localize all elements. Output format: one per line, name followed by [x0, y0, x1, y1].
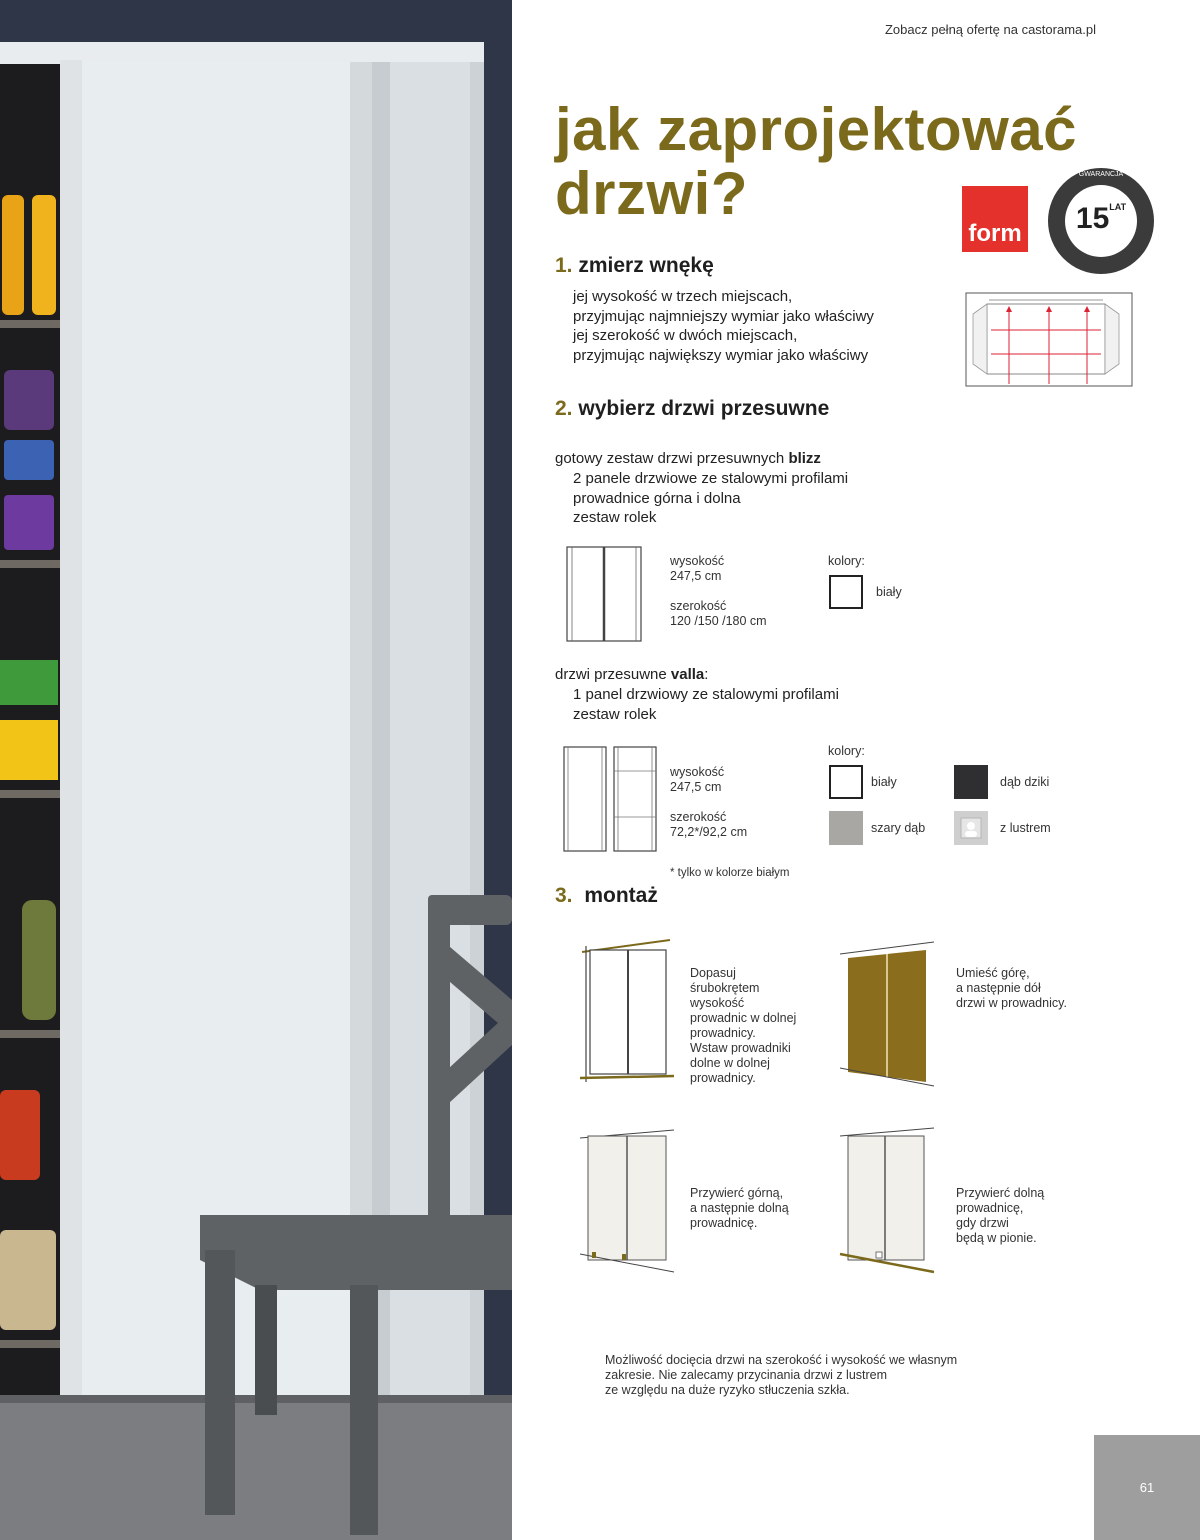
warranty-unit: LAT — [1109, 202, 1127, 212]
section1-title: zmierz wnękę — [578, 254, 714, 277]
color-swatch-szary-dab[interactable] — [829, 811, 863, 845]
blizz-brand: blizz — [788, 450, 821, 467]
section1-line: jej szerokość w dwóch miejscach, — [573, 327, 798, 344]
warranty-ring-text: GWARANCJA — [1078, 171, 1124, 178]
section2-title: wybierz drzwi przesuwne — [578, 397, 830, 420]
color-name: z lustrem — [1000, 821, 1051, 835]
valla-item: zestaw rolek — [573, 705, 657, 723]
door-frame-icon — [578, 936, 678, 1084]
header-note[interactable]: Zobacz pełną ofertę na castorama.pl — [884, 22, 1096, 37]
step1-text: Dopasuj śrubokrętem wysokość prowadnic w dolnej prowadnicy. Wstaw prowadniki dolne w dolnej prowadnicy. — [690, 966, 797, 1085]
blizz-intro — [555, 449, 821, 469]
color-swatch-z-lustrem[interactable] — [954, 811, 988, 845]
color-name: szary dąb — [871, 821, 926, 835]
measure-niche-diagram — [965, 292, 1133, 392]
section1-text — [573, 287, 874, 365]
valla-intro-prefix: drzwi przesuwne — [555, 666, 671, 683]
blizz-colors-label: kolory: — [828, 554, 865, 568]
step4-drawing — [838, 1126, 938, 1283]
hero-photo-illustration — [0, 0, 512, 1540]
page-title-line2: drzwi? — [555, 160, 748, 227]
valla-height-value: 247,5 cm — [670, 780, 722, 794]
page-number: 61 — [1139, 1480, 1155, 1495]
blizz-item: prowadnice górna i dolna — [573, 489, 741, 507]
door-install-icon — [838, 940, 938, 1088]
mirror-person-icon — [956, 813, 986, 843]
double-door-icon — [566, 546, 642, 642]
section1-line: przyjmując największy wymiar jako właściwy — [573, 346, 869, 364]
valla-door-drawings — [562, 745, 658, 858]
warranty-badge-center — [1066, 202, 1136, 236]
valla-footnote: * tylko w kolorze białym — [670, 867, 790, 879]
page-number-box — [1094, 1435, 1200, 1540]
measure-niche-icon — [965, 292, 1133, 387]
footer-note: Możliwość docięcia drzwi na szerokość i wysokość we własnym zakresie. Nie zalecamy przycinania drzwi z lustrem ze względu na duże ryzyko stłuczenia szkła. — [605, 1353, 958, 1397]
valla-width-label: szerokość — [670, 810, 727, 824]
step3-text: Przywierć górną, a następnie dolną prowadnicę. — [690, 1186, 789, 1230]
valla-items — [573, 685, 839, 724]
page-title-line1: jak zaprojektować — [555, 96, 1078, 163]
color-name: dąb dziki — [1000, 775, 1050, 789]
section1-heading — [555, 254, 714, 278]
step3-drawing — [578, 1128, 678, 1283]
section2-number: 2. — [555, 397, 573, 420]
hero-photo — [0, 0, 512, 1540]
color-swatch-dab-dziki[interactable] — [954, 765, 988, 799]
color-name: biały — [876, 585, 902, 599]
valla-brand: valla — [670, 666, 705, 683]
door-top-rail-icon — [578, 1128, 678, 1278]
section1-line: jej wysokość w trzech miejscach, — [573, 288, 793, 305]
step1-drawing — [578, 936, 678, 1089]
valla-width-value: 72,2*/92,2 cm — [670, 825, 748, 839]
section3-heading — [555, 884, 658, 908]
blizz-item: 2 panele drzwiowe ze stalowymi profilami — [573, 470, 849, 487]
blizz-height-value: 247,5 cm — [670, 569, 722, 583]
warranty-number: 15 — [1075, 202, 1110, 235]
step2-drawing — [838, 940, 938, 1093]
section3-title: montaż — [584, 884, 658, 907]
section3-number: 3. — [555, 884, 573, 907]
section1-line: przyjmując najmniejszy wymiar jako właściwy — [573, 307, 874, 325]
blizz-dimensions — [670, 554, 767, 629]
section1-number: 1. — [555, 254, 573, 277]
single-door-icon — [562, 745, 658, 853]
color-swatch-bialy[interactable] — [829, 575, 863, 609]
blizz-items — [573, 469, 848, 528]
step2-text: Umieść górę, a następnie dół drzwi w prowadnicy. — [956, 966, 1067, 1010]
blizz-width-label: szerokość — [670, 599, 727, 613]
door-bottom-rail-icon — [838, 1126, 938, 1278]
blizz-width-value: 120 /150 /180 cm — [670, 614, 767, 628]
valla-height-label: wysokość — [670, 765, 725, 779]
color-name: biały — [871, 775, 897, 789]
valla-intro-suffix: : — [704, 666, 709, 683]
valla-intro — [555, 665, 708, 685]
valla-colors-label: kolory: — [828, 744, 865, 758]
form-brand-logo — [962, 186, 1028, 252]
valla-item: 1 panel drzwiowy ze stalowymi profilami — [573, 686, 839, 703]
step4-text: Przywierć dolną prowadnicę, gdy drzwi będą w pionie. — [956, 1186, 1045, 1245]
section2-heading — [555, 397, 829, 421]
color-swatch-bialy[interactable] — [829, 765, 863, 799]
form-brand-logo-text: form — [968, 220, 1022, 247]
valla-dimensions — [670, 765, 747, 840]
blizz-intro-prefix: gotowy zestaw drzwi przesuwnych — [555, 450, 789, 467]
blizz-door-drawing — [566, 546, 642, 647]
blizz-item: zestaw rolek — [573, 509, 657, 526]
blizz-height-label: wysokość — [670, 554, 725, 568]
warranty-badge — [1046, 166, 1156, 276]
